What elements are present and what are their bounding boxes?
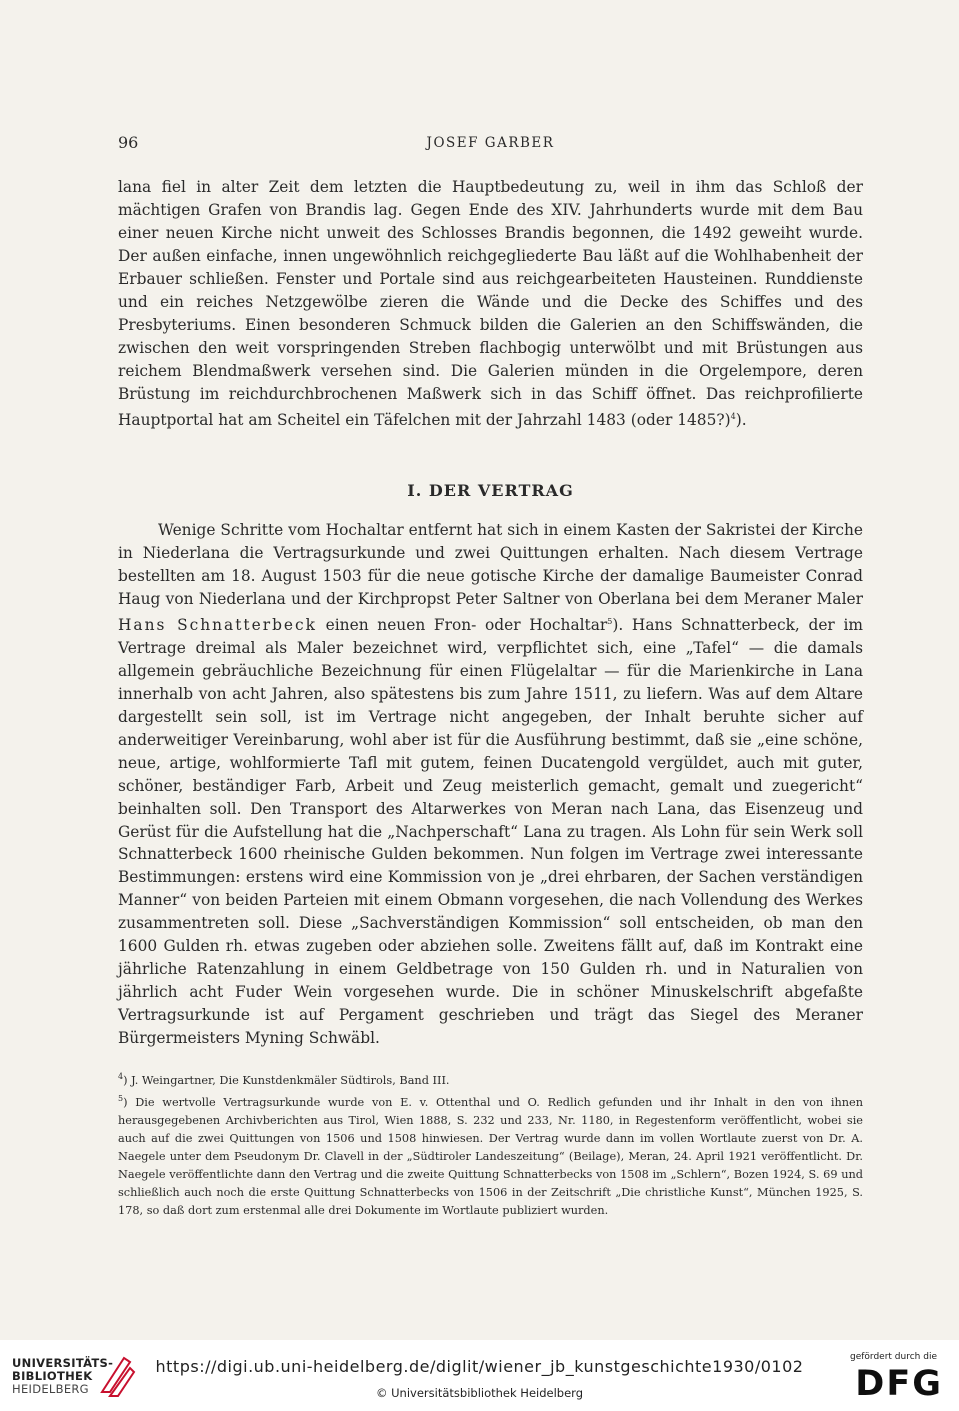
paragraph-contract-part3: ). Hans Schnatterbeck, der im Vertrage dreimal als Maler bezeichnet wird, verpflichtet sich, eine „Tafel“ — die damals allgemein gebräuchliche Bezeichnung für einen Flügelaltar — für die Marienkirche in Lana innerhalb von acht Jahren, also spätestens bis zum Jahre 1511, zu liefern. Was auf dem Altare dargestellt sein soll, ist im Vertrage nicht angegeben, der Inhalt beruhte sicher auf anderweitiger Vereinbarung, wohl aber ist für die Ausführung bestimmt, daß sie „eine schöne, neue, artige, wohlformierte Tafl mit gutem, feinen Ducatengold vergüldet, auch mit guter, schöner, beständiger Farb, Arbeit und Zeug meisterlich gemacht, gemalt und zuegericht“ beinhalten soll. Den Transport des Altarwerkes von Meran nach Lana, das Eisenzeug und Gerüst für die Aufstellung hat die „Nachperschaft“ Lana zu tragen. Als Lohn für sein Werk soll Schnatterbeck 1600 rheinische Gulden bekommen. Nun folgen im Vertrage zwei interessante Bestimmungen: erstens wird eine Kommission von je „drei ehrbaren, der Sachen verständigen Manner“ von beiden Parteien mit einem Obmann vorgesehen, die nach Vollendung des Werkes zusammentreten soll. Diese „Sachverständigen Kommission“ soll entscheiden, ob man den 1600 Gulden rh. etwas zugeben oder abziehen solle. Zweitens fällt auf, daß im Kontrakt eine jährliche Ratenzahlung in einem Geldbetrage von 150 Gulden rh. und in Naturalien von jährlich acht Fuder Wein vorgesehen wurde. Die in schöner Minuskelschrift abgefaßte Vertragsurkunde ist auf Pergament geschrieben und trägt das Siegel des Meraner Bürgermeisters Myning Schwäbl.	[118, 615, 863, 1048]
page-number: 96	[118, 133, 139, 152]
footnote-text: ) Die wertvolle Vertragsurkunde wurde von E. v. Ottenthal und O. Redlich gefunden und ihr Inhalt in den von ihnen herausgegebenen Archivberichten aus Tirol, Wien 1888, S. 232 und 233, Nr. 1180, in Regestenform veröffentlicht, wobei sie auch auf die zwei Quittungen von 1506 und 1508 hinwiesen. Der Vertrag wurde dann im vollen Wortlaute zuerst von Dr. A. Naegele unter dem Pseudonym Dr. Clavell in der „Südtiroler Landeszeitung“ (Beilage), Meran, 24. April 1921 veröffentlicht. Dr. Naegele veröffentlichte dann den Vertrag und die zweite Quittung Schnatterbecks von 1508 im „Schlern“, Bozen 1924, S. 69 und schließlich auch noch die erste Quittung Schnatterbecks von 1506 in der Zeitschrift „Die christliche Kunst“, München 1925, S. 178, so daß dort zum erstenmal alle drei Dokumente im Wortlaute publiziert wurden.	[118, 1095, 863, 1218]
footnote-mark: 5	[118, 1093, 124, 1103]
paragraph-intro	[118, 176, 863, 432]
running-head	[118, 133, 863, 155]
paragraph-intro-end: ).	[735, 410, 747, 429]
footnote-ref-4[interactable]: 4	[730, 411, 736, 421]
library-name-line: UNIVERSITÄTS-	[12, 1356, 114, 1370]
paragraph-contract-part1: Wenige Schritte vom Hochaltar entfernt hat sich in einem Kasten der Sakristei der Kirche in Niederlana die Vertragsurkunde und zwei Quittungen erhalten. Nach diesem Vertrage bestellten am 18. August 1503 für die neue gotische Kirche der damalige Baumeister Conrad Haug von Niederlana und der Kirchpropst Peter Saltner von Oberlana bei dem Meraner Maler	[118, 521, 863, 608]
section-heading: I. DER VERTRAG	[407, 481, 574, 500]
paragraph-contract	[118, 519, 863, 1050]
footnote-text: ) J. Weingartner, Die Kunstdenkmäler Südtirols, Band III.	[123, 1073, 450, 1087]
library-name-line: BIBLIOTHEK	[12, 1369, 93, 1383]
paragraph-intro-text: lana fiel in alter Zeit dem letzten die Hauptbedeutung zu, weil in ihm das Schloß der mächtigen Grafen von Brandis lag. Gegen Ende des XIV. Jahrhunderts wurde mit dem Bau einer neuen Kirche nicht unweit des Schlosses Brandis begonnen, die 1492 geweiht wurde. Der außen einfache, innen ungewöhnlich reichgegliederte Bau läßt auf die Wohlhabenheit der Erbauer schließen. Fenster und Portale sind aus reichgearbeiteten Hausteinen. Runddienste und ein reiches Netzgewölbe zieren die Wände und die Decke des Schiffes und des Presbyteriums. Einen besonderen Schmuck bilden die Galerien an den Schiffswänden, die zwischen den weit vorspringenden Streben flachbogig unterwölbt und mit Brüstungen aus reichem Blendmaßwerk versehen sind. Die Galerien münden in die Orgelempore, deren Brüstung im reichdurchbrochenen Maßwerk sich in das Schiff öffnet. Das reichprofilierte Hauptportal hat am Scheitel ein Täfelchen mit der Jahrzahl 1483 (oder 1485?)	[118, 178, 863, 429]
painter-name: Hans Schnatterbeck	[118, 615, 317, 634]
footnote	[118, 1090, 863, 1220]
footnote	[118, 1068, 863, 1090]
paragraph-contract-part2: einen neuen Fron- oder Hochaltar	[325, 615, 608, 634]
viewer-footer	[0, 1340, 959, 1411]
copyright-notice: © Universitätsbibliothek Heidelberg	[375, 1386, 583, 1400]
footnotes	[118, 1068, 863, 1220]
running-title: JOSEF GARBER	[426, 135, 555, 151]
permalink-url[interactable]: https://digi.ub.uni-heidelberg.de/diglit/wiener_jb_kunstgeschichte1930/0102	[155, 1357, 804, 1376]
funding-note: gefördert durch die	[850, 1352, 937, 1362]
library-name-line: HEIDELBERG	[12, 1382, 89, 1396]
dfg-logo[interactable]: DFG	[855, 1364, 943, 1404]
footnote-mark: 4	[118, 1072, 124, 1081]
footnote-ref-5[interactable]: 5	[607, 616, 613, 626]
